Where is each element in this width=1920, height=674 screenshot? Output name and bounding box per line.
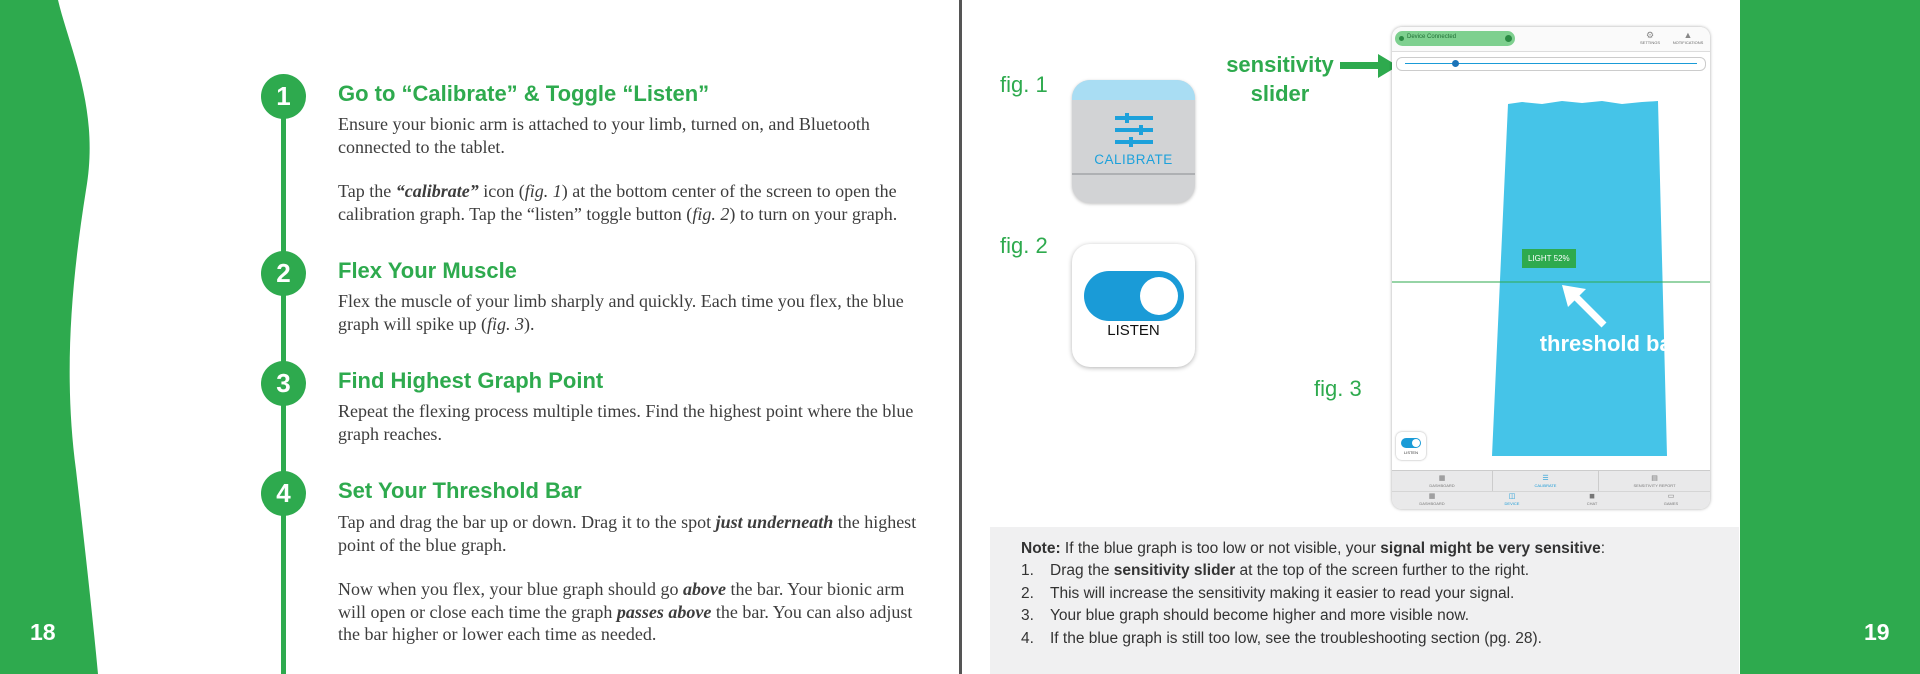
device-connected-pill[interactable] bbox=[1395, 31, 1515, 46]
note-item-2: 2. This will increase the sensitivity making it easier to read your signal. bbox=[1021, 585, 1515, 602]
spine-divider bbox=[959, 0, 962, 674]
step-1-text-1: Ensure your bionic arm is attached to your limb, turned on, and Bluetooth connected to the tablet. bbox=[338, 114, 870, 157]
sensitivity-slider-callout: sensitivity slider bbox=[1226, 52, 1334, 106]
pill-close-icon bbox=[1505, 35, 1512, 42]
step-4-number: 4 bbox=[261, 471, 306, 516]
calibrate-icon-label: CALIBRATE bbox=[1094, 152, 1173, 167]
step-1-title: Go to “Calibrate” & Toggle “Listen” bbox=[338, 81, 710, 106]
nav-device[interactable]: ◫ DEVICE bbox=[1504, 493, 1520, 506]
note-item-4: 4. If the blue graph is still too low, see the troubleshooting section (pg. 28). bbox=[1021, 630, 1542, 647]
note-item-3: 3. Your blue graph should become higher and more visible now. bbox=[1021, 607, 1470, 624]
step-3-number: 3 bbox=[261, 361, 306, 406]
nav-sensitivity-report[interactable]: ▤ SENSITIVITY REPORT bbox=[1633, 475, 1676, 488]
step-2-title: Flex Your Muscle bbox=[338, 258, 517, 283]
threshold-bar-callout: threshold bar bbox=[1539, 331, 1681, 356]
nav-dashboard-top[interactable]: ▦ DASHBOARD bbox=[1429, 475, 1455, 488]
sliders-icon bbox=[1115, 113, 1153, 147]
notifications-button[interactable]: ▲ NOTIFICATIONS bbox=[1668, 30, 1708, 45]
gear-icon: ⚙ bbox=[1645, 30, 1655, 40]
step-4-title: Set Your Threshold Bar bbox=[338, 478, 582, 503]
step-4-text-2: Now when you flex, your blue graph should go above the bar. Your bionic arm will open or close each time the graph passes above the bar. You can also adjust the bar higher or lower each time as needed. bbox=[338, 579, 913, 644]
step-1-number: 1 bbox=[261, 74, 306, 119]
fig1-label: fig. 1 bbox=[1000, 72, 1048, 97]
step-1-body bbox=[338, 113, 918, 225]
note-intro: Note: If the blue graph is too low or not visible, your signal might be very sensitive: bbox=[1021, 540, 1606, 557]
step-2-text-1: Flex the muscle of your limb sharply and quickly. Each time you flex, the blue graph will spike up (fig. 3). bbox=[338, 291, 904, 334]
tablet-top-bar bbox=[1392, 27, 1710, 52]
step-1-text-2: Tap the “calibrate” icon (fig. 1) at the bottom center of the screen to open the calibration graph. Tap the “listen” toggle button (fig. 2) to turn on your graph. bbox=[338, 181, 898, 224]
step-4-body bbox=[338, 511, 918, 646]
step-3-text-1: Repeat the flexing process multiple times. Find the highest point where the blue graph reaches. bbox=[338, 401, 914, 444]
toggle-switch[interactable] bbox=[1084, 271, 1184, 321]
note-item-1: 1. Drag the sensitivity slider at the top of the screen further to the right. bbox=[1021, 562, 1530, 579]
fig3-label: fig. 3 bbox=[1314, 376, 1362, 401]
threshold-badge[interactable]: LIGHT 52% bbox=[1522, 249, 1576, 268]
fig2-label: fig. 2 bbox=[1000, 233, 1048, 258]
nav-dashboard[interactable]: ▦ DASHBOARD bbox=[1419, 493, 1445, 506]
step-4-text-1: Tap and drag the bar up or down. Drag it to the spot just underneath the highest point of the blue graph. bbox=[338, 512, 917, 555]
toggle-knob bbox=[1140, 277, 1178, 315]
page-number-right: 19 bbox=[1864, 619, 1890, 645]
bell-icon: ▲ bbox=[1683, 30, 1693, 40]
left-green-wave bbox=[0, 0, 98, 674]
threshold-arrow bbox=[1560, 283, 1610, 329]
tablet-bottom-nav bbox=[1392, 470, 1710, 509]
sensitivity-slider[interactable] bbox=[1396, 57, 1706, 71]
listen-toggle-button[interactable] bbox=[1072, 244, 1195, 367]
device-connected-text: Device Connected bbox=[1407, 34, 1457, 40]
calibrate-icon-button[interactable] bbox=[1072, 80, 1195, 203]
settings-button[interactable]: ⚙ SETTINGS bbox=[1640, 30, 1661, 45]
right-green-band bbox=[1740, 0, 1920, 674]
listen-toggle-small[interactable]: LISTEN bbox=[1396, 432, 1426, 460]
sensitivity-arrow bbox=[1340, 54, 1400, 78]
step-3-title: Find Highest Graph Point bbox=[338, 368, 604, 393]
page-number-left: 18 bbox=[30, 619, 56, 645]
listen-toggle-label: LISTEN bbox=[1107, 322, 1160, 339]
nav-calibrate-top[interactable]: ☰ CALIBRATE bbox=[1534, 475, 1557, 488]
step-2-body bbox=[338, 290, 918, 335]
slider-handle[interactable] bbox=[1452, 60, 1459, 67]
nav-games[interactable]: ▭ GAMES bbox=[1663, 493, 1679, 506]
step-3-body bbox=[338, 400, 918, 445]
calibration-tablet-screen bbox=[1392, 27, 1710, 509]
nav-chat[interactable]: ◼ CHAT bbox=[1586, 493, 1598, 506]
step-2-number: 2 bbox=[261, 251, 306, 296]
